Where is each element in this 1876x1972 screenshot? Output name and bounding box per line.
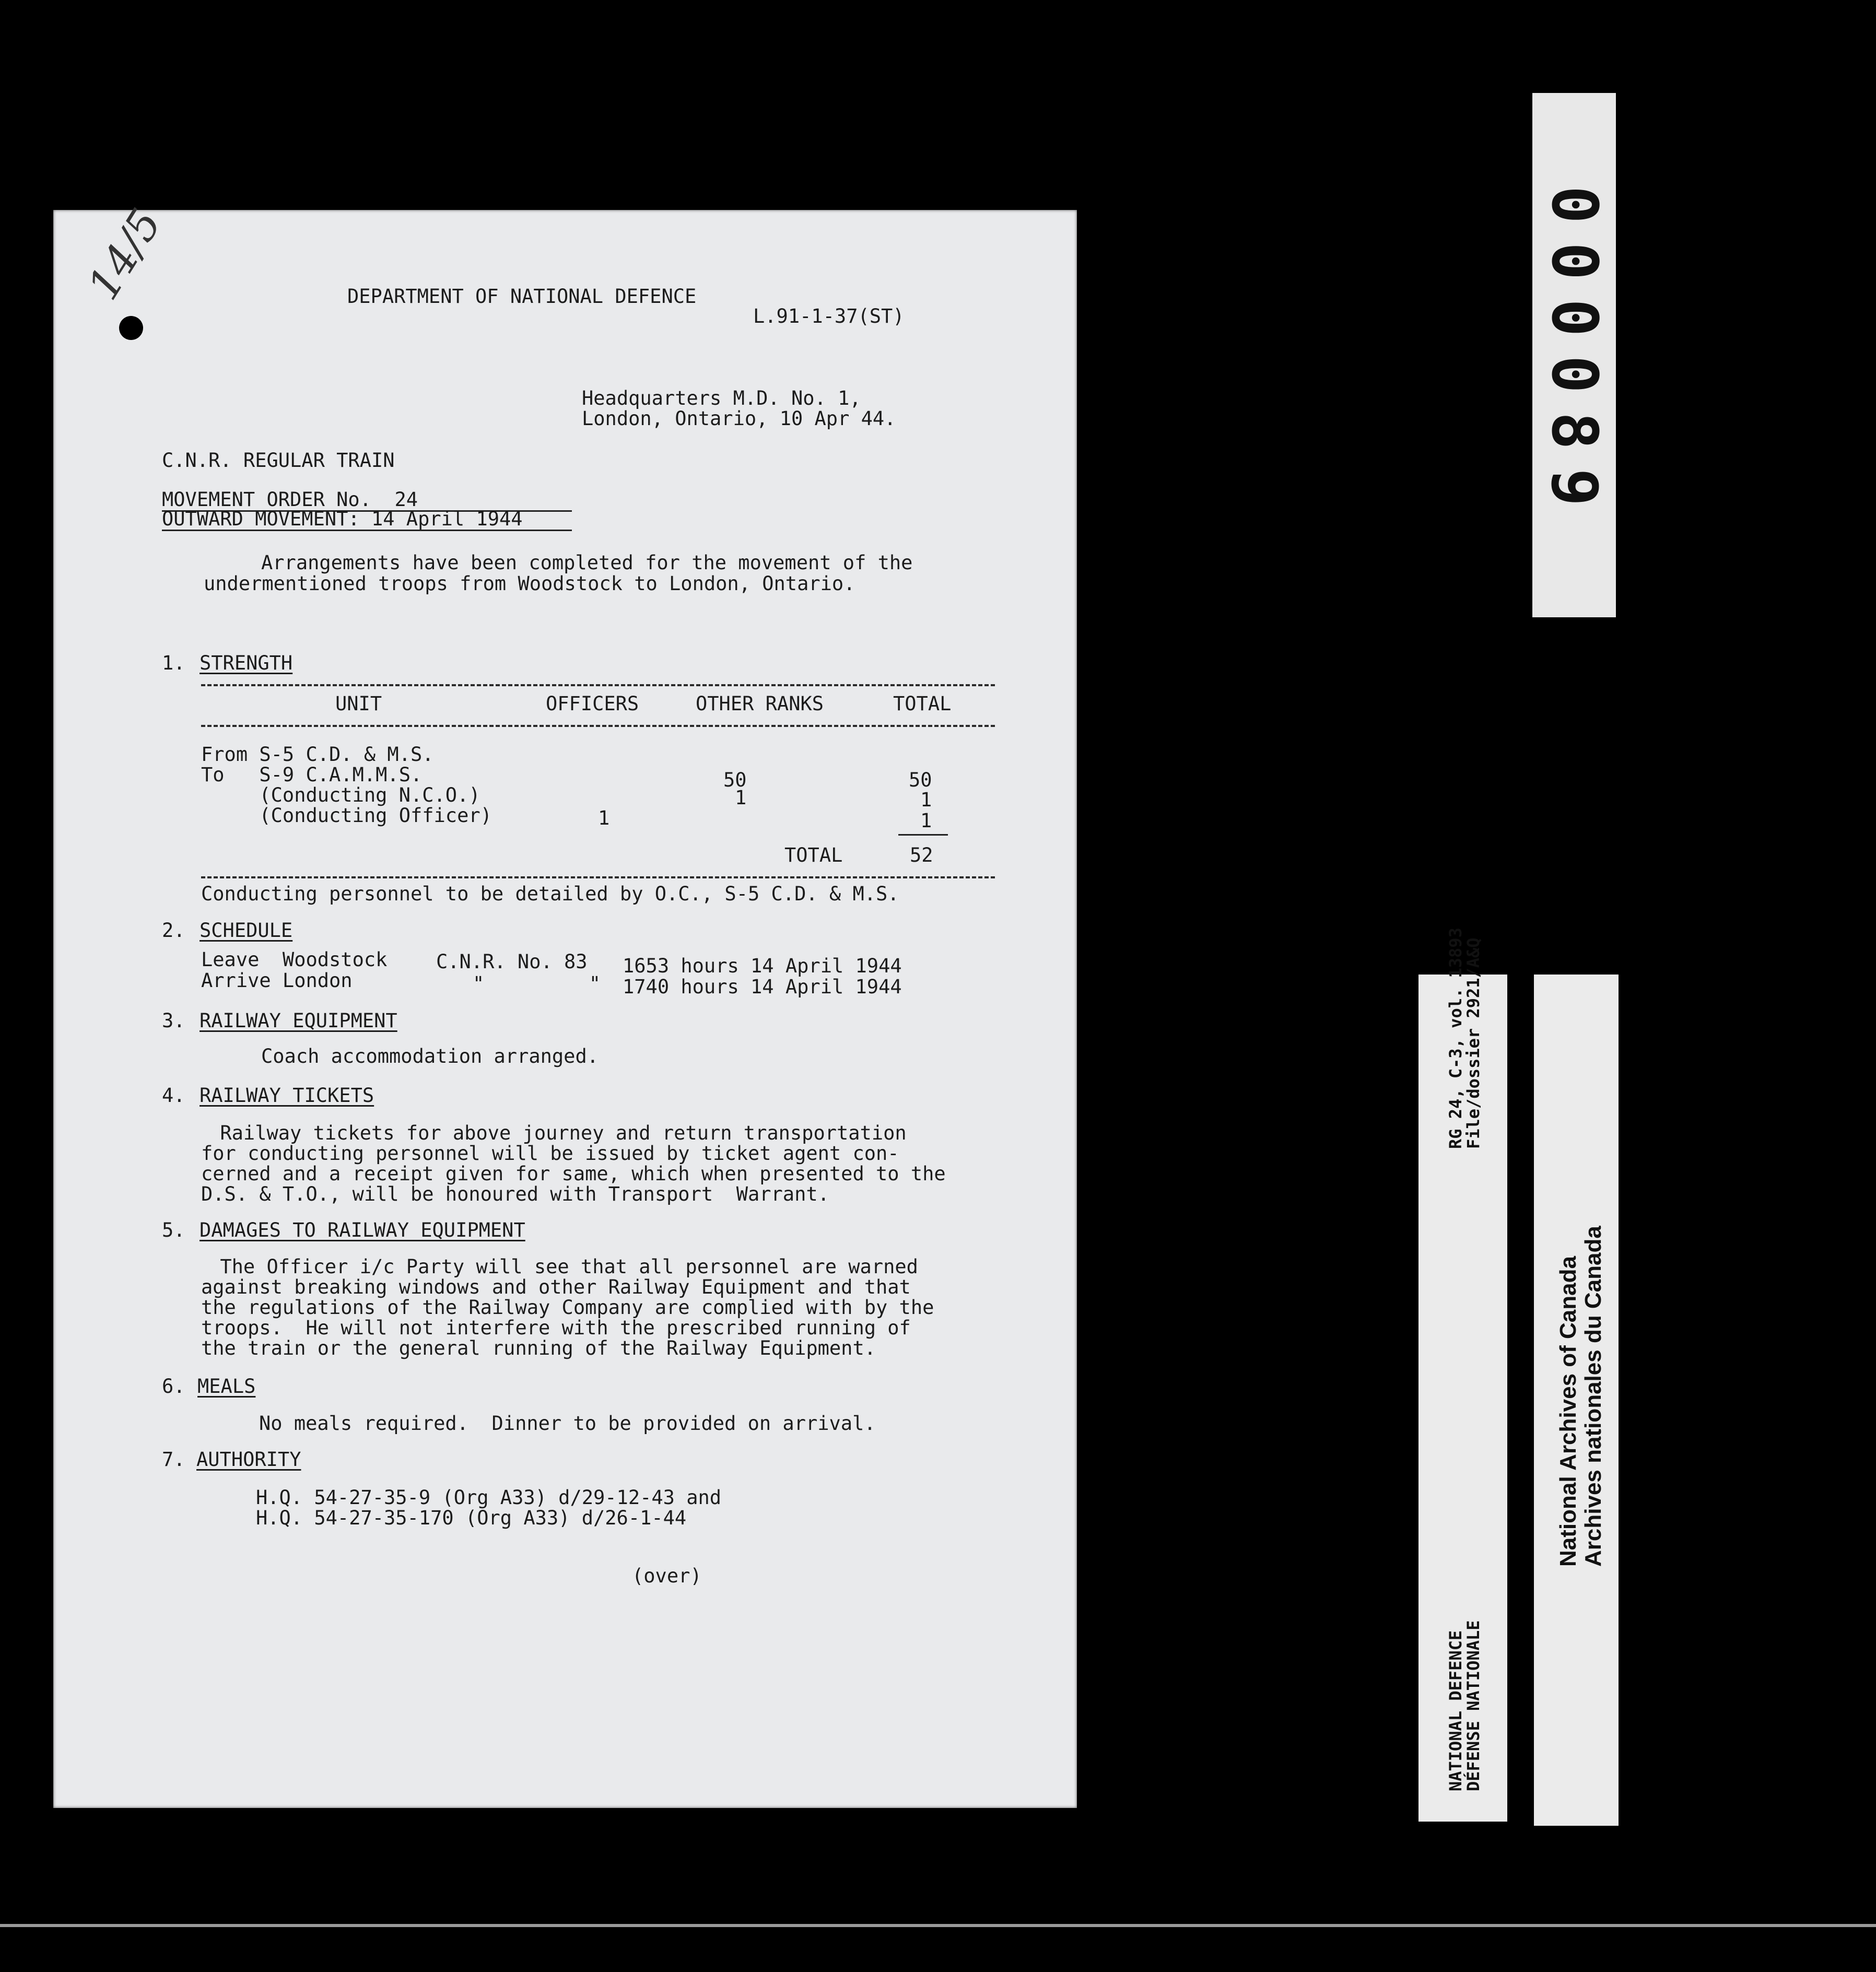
tickets-line: Railway tickets for above journey and return transportation xyxy=(162,1122,907,1144)
tickets-line: cerned and a receipt given for same, which when presented to the xyxy=(201,1163,946,1185)
damages-line: troops. He will not interfere with the prescribed running of xyxy=(201,1317,911,1339)
hq-line-2: London, Ontario, 10 Apr 44. xyxy=(582,407,896,430)
movement-order: MOVEMENT ORDER No. 24 xyxy=(162,488,418,511)
frame-edge xyxy=(0,1924,1876,1927)
schedule-train: " " xyxy=(473,972,601,995)
department-title: DEPARTMENT OF NATIONAL DEFENCE xyxy=(347,285,697,308)
strength-heading: STRENGTH xyxy=(200,652,293,674)
intro-line-1: Arrangements have been completed for the movement of the xyxy=(261,551,913,574)
strength-note: Conducting personnel to be detailed by O.C., S-5 C.D. & M.S. xyxy=(201,883,899,905)
equipment-number: 3. xyxy=(162,1010,185,1032)
damages-heading: DAMAGES TO RAILWAY EQUIPMENT xyxy=(200,1219,525,1241)
total-value: 52 xyxy=(910,844,933,866)
table-bottom-rule xyxy=(201,876,995,878)
tickets-heading: RAILWAY TICKETS xyxy=(200,1084,374,1107)
row-total: 1 xyxy=(920,809,932,832)
col-other-ranks: OTHER RANKS xyxy=(696,692,824,715)
authority-heading: AUTHORITY xyxy=(196,1448,301,1471)
hq-line-1: Headquarters M.D. No. 1, xyxy=(582,387,861,409)
ref-line-2: File/dossier 2921/A&Q xyxy=(1463,937,1483,1149)
dept-line-2: DÉFENSE NATIONALE xyxy=(1463,1620,1483,1791)
damages-line: The Officer i/c Party will see that all personnel are warned xyxy=(162,1255,918,1278)
row-other-ranks: 1 xyxy=(735,787,747,809)
table-top-rule xyxy=(201,684,995,686)
authority-line: H.Q. 54-27-35-170 (Org A33) d/26-1-44 xyxy=(256,1507,687,1529)
schedule-number: 2. xyxy=(162,919,185,942)
meals-heading: MEALS xyxy=(197,1375,256,1398)
file-reference: L.91-1-37(ST) xyxy=(753,305,905,327)
archives-line-1: National Archives of Canada xyxy=(1555,1256,1581,1567)
handwritten-reference: 14/5 xyxy=(78,200,172,309)
tickets-line: D.S. & T.O., will be honoured with Transport Warrant. xyxy=(201,1183,829,1205)
strength-number: 1. xyxy=(162,652,185,674)
row-total: 50 xyxy=(909,769,932,791)
meals-text: No meals required. Dinner to be provided on arrival. xyxy=(259,1412,876,1435)
ref-line-1: RG 24, C-3, vol. 13893 xyxy=(1446,928,1465,1149)
meals-number: 6. xyxy=(162,1375,185,1398)
row-unit: (Conducting Officer) xyxy=(201,804,492,827)
punch-hole-icon xyxy=(119,316,143,340)
schedule-event: Leave Woodstock xyxy=(201,948,388,971)
tickets-number: 4. xyxy=(162,1084,185,1107)
outward-movement-underline xyxy=(162,530,572,531)
frame-number: 000089 xyxy=(1538,185,1611,525)
table-header-rule xyxy=(201,725,995,727)
authority-number: 7. xyxy=(162,1448,185,1471)
row-officers: 1 xyxy=(598,807,610,829)
tickets-line: for conducting personnel will be issued by ticket agent con- xyxy=(201,1142,899,1165)
outward-movement: OUTWARD MOVEMENT: 14 April 1944 xyxy=(162,508,523,530)
damages-number: 5. xyxy=(162,1219,185,1241)
schedule-time: 1740 hours 14 April 1944 xyxy=(623,976,902,998)
row-other-ranks: 50 xyxy=(723,769,747,791)
authority-line: H.Q. 54-27-35-9 (Org A33) d/29-12-43 and xyxy=(256,1486,722,1509)
col-unit: UNIT xyxy=(335,692,382,715)
frame-number-strip xyxy=(1532,93,1616,617)
col-officers: OFFICERS xyxy=(546,692,639,715)
damages-line: against breaking windows and other Railway Equipment and that xyxy=(201,1276,911,1298)
train-type: C.N.R. REGULAR TRAIN xyxy=(162,449,395,472)
archives-line-2: Archives nationales du Canada xyxy=(1580,1226,1606,1567)
schedule-event: Arrive London xyxy=(201,969,353,992)
damages-line: the regulations of the Railway Company are complied with by the xyxy=(201,1296,934,1319)
row-unit: To S-9 C.A.M.M.S. xyxy=(201,764,423,786)
total-underline xyxy=(898,834,948,836)
damages-line: the train or the general running of the Railway Equipment. xyxy=(201,1337,876,1359)
equipment-text: Coach accommodation arranged. xyxy=(261,1045,599,1067)
intro-line-2: undermentioned troops from Woodstock to London, Ontario. xyxy=(204,572,855,595)
schedule-heading: SCHEDULE xyxy=(200,919,293,942)
schedule-time: 1653 hours 14 April 1944 xyxy=(623,955,902,977)
over-note: (over) xyxy=(632,1565,702,1587)
row-total: 1 xyxy=(920,789,932,811)
total-label: TOTAL xyxy=(784,844,843,866)
row-unit: From S-5 C.D. & M.S. xyxy=(201,743,434,766)
schedule-train: C.N.R. No. 83 xyxy=(436,950,588,973)
dept-line-1: NATIONAL DEFENCE xyxy=(1446,1630,1465,1791)
col-total: TOTAL xyxy=(893,692,952,715)
row-unit: (Conducting N.C.O.) xyxy=(201,784,480,806)
equipment-heading: RAILWAY EQUIPMENT xyxy=(200,1010,397,1032)
